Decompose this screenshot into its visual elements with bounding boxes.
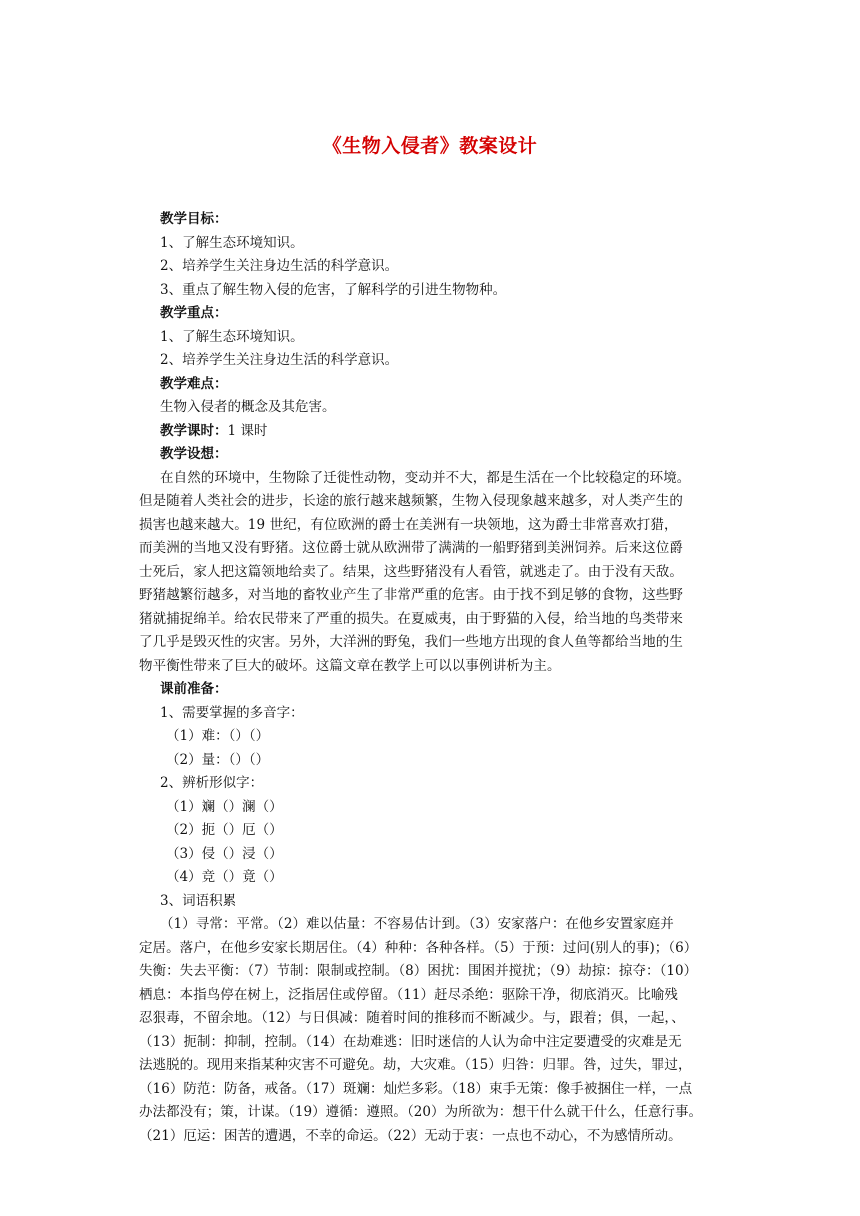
goal-item-2: 2、培养学生关注身边生活的科学意识。 [160,258,399,274]
vocab-line-1: （1）寻常：平常。（2）难以估量：不容易估计到。（3）安家落户：在他乡安置家庭并 [160,916,674,932]
key-point-item-2: 2、培养学生关注身边生活的科学意识。 [160,352,399,368]
similar-item-2: （2）扼（）厄（） [166,822,283,838]
similar-heading: 2、辨析形似字： [160,775,264,791]
hours-text: 1 课时 [227,422,268,439]
document-title: 《生物入侵者》教案设计 [322,135,538,157]
design-paragraph [139,467,732,679]
key-point-item-1: 1、了解生态环境知识。 [160,328,304,345]
vocab-line-2: 定居。落户，在他乡安家长期居住。（4）种种：各种各样。（5）于预：过问(别人的事)；（6） [139,939,698,956]
vocab-line-5: 忍狠毒，不留余地。（12）与日俱减：随着时间的推移而不断减少。与，跟着；俱，一起，、 [139,1010,685,1026]
similar-item-3: （3）侵（）浸（） [166,845,283,862]
vocab-heading: 3、词语积累 [160,892,237,909]
polyphone-item-1: （1）难：（）（） [166,728,270,744]
similar-item-1: （1）斓（）澜（） [166,798,283,815]
goals-heading: 教学目标： [160,211,228,227]
key-points-heading: 教学重点： [160,305,228,321]
prep-heading: 课前准备： [160,681,228,697]
design-line-8: 了几乎是毁灭性的灾害。另外，大洋洲的野兔，我们一些地方出现的食人鱼等都给当地的生 [139,634,683,650]
vocab-line-10: （21）厄运：困苦的遭遇，不幸的命运。（22）无动于衷：一点也不动心，不为感情所动。 [139,1127,682,1144]
design-line-4: 而美洲的当地又没有野猪。这位爵士就从欧洲带了满满的一船野猪到美洲饲养。后来这位爵 [139,540,683,556]
vocab-line-6: （13）扼制：抑制，控制。（14）在劫难逃：旧时迷信的人认为命中注定要遭受的灾难是无 [139,1033,682,1050]
difficulties-heading: 教学难点： [160,375,228,392]
hours-heading: 教学课时： [160,422,228,439]
polyphone-heading: 1、需要掌握的多音字： [160,704,304,721]
design-line-6: 野猪越繁衍越多，对当地的畜牧业产生了非常严重的危害。由于找不到足够的食物，这些野 [139,587,683,603]
design-line-2: 但是随着人类社会的进步，长途的旅行越来越频繁，生物入侵现象越来越多，对人类产生的 [139,493,683,509]
similar-item-4: （4）竞（）竟（） [166,869,283,885]
vocab-line-3: 失衡：失去平衡：（7）节制：限制或控制。（8）困扰：围困并搅扰；（9）劫掠：掠夺：（10） [139,963,698,979]
hours-line [160,420,732,444]
design-line-3: 损害也越来越大。19 世纪，有位欧洲的爵士在美洲有一块领地，这为爵士非常喜欢打猎， [139,516,678,533]
design-line-7: 猪就捕捉绵羊。给农民带来了严重的损失。在夏威夷，由于野猫的入侵，给当地的鸟类带来 [139,610,683,627]
goal-item-3: 3、重点了解生物入侵的危害，了解科学的引进生物物种。 [160,281,507,298]
vocab-line-7: 法逃脱的。现用来指某种灾害不可避免。劫，大灾难。（15）归咎：归罪。咎，过失，罪过， [139,1057,692,1073]
vocab-line-8: （16）防范：防备，戒备。（17）斑斓：灿烂多彩。（18）束手无策：像手被捆住一样，一点 [139,1080,693,1097]
difficulties-text: 生物入侵者的概念及其危害。 [160,399,336,415]
vocab-line-4: 栖息：本指鸟停在树上，泛指居住或停留。（11）赶尽杀绝：驱除干净，彻底消灭。比喻残 [139,986,678,1003]
document-body [139,208,732,1148]
vocab-paragraph [139,913,732,1148]
design-line-1: 在自然的环境中，生物除了迁徙性动物，变动并不大，都是生活在一个比较稳定的环境。 [160,469,691,486]
goal-item-1: 1、了解生态环境知识。 [160,234,304,251]
design-line-9: 物平衡性带来了巨大的破坏。这篇文章在教学上可以以事例讲析为主。 [139,657,561,674]
polyphone-item-2: （2）量：（）（） [166,751,270,768]
design-heading: 教学设想： [160,446,228,462]
design-line-5: 士死后，家人把这篇领地给卖了。结果，这些野猪没有人看管，就逃走了。由于没有天敌。 [139,563,683,580]
vocab-line-9: 办法都没有；策，计谋。（19）遵循：遵照。（20）为所欲为：想干什么就干什么，任意行事。 [139,1104,703,1120]
